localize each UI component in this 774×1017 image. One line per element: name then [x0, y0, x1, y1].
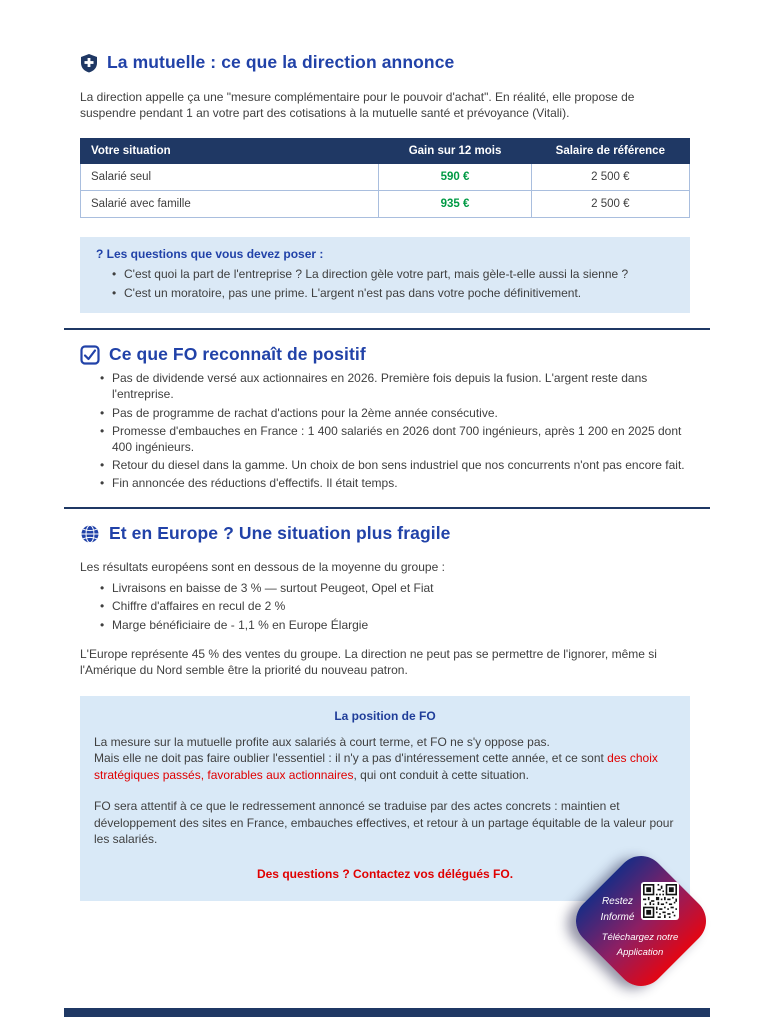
- list-item: • Retour du diesel dans la gamme. Un choix de bon sens industriel que nos concurrents n'ont pas encore fait.: [98, 457, 690, 473]
- table-header-gain: Gain sur 12 mois: [379, 139, 531, 164]
- questions-box: [80, 237, 690, 312]
- checkbox-check-icon: [80, 345, 100, 365]
- mutuelle-table: [80, 138, 690, 218]
- section1-heading: [80, 52, 690, 73]
- list-item: • Promesse d'embauches en France : 1 400 salariés en 2026 dont 700 ingénieurs, après 1 200 en 2025 dont 400 ingénieurs.: [98, 423, 690, 455]
- list-item: • Livraisons en baisse de 3 % — surtout Peugeot, Opel et Fiat: [98, 580, 690, 596]
- cell-situation: Salarié seul: [81, 164, 379, 191]
- footer-bar: [64, 1008, 710, 1017]
- section-divider: [64, 507, 710, 510]
- app-badge: [563, 842, 717, 1000]
- table-header-situation: Votre situation: [81, 139, 379, 164]
- p2-red-highlight: des choix stratégiques passés, favorables aux actionnaires: [94, 751, 658, 782]
- mutuelle-shield-cross-icon: [80, 53, 98, 73]
- badge-content: [563, 842, 717, 1000]
- list-item: • Fin annoncée des réductions d'effectifs. Il était temps.: [98, 475, 690, 491]
- cell-situation: Salarié avec famille: [81, 191, 379, 218]
- position-paragraph-2: [94, 750, 676, 783]
- questions-list: [110, 266, 674, 300]
- list-item: • C'est quoi la part de l'entreprise ? La direction gèle votre part, mais gèle-t-elle aussi la sienne ?: [110, 266, 674, 282]
- list-item: • Pas de programme de rachat d'actions pour la 2ème année consécutive.: [98, 405, 690, 421]
- section1-intro: La direction appelle ça une "mesure complémentaire pour le pouvoir d'achat". En réalité, elle propose de suspendre pendant 1 an votre part des cotisations à la mutuelle santé et prévoyance (Vitali).: [80, 90, 635, 121]
- europe-list: [98, 580, 690, 633]
- section2-title: Ce que FO reconnaît de positif: [109, 344, 366, 365]
- section3-title: Et en Europe ? Une situation plus fragile: [109, 523, 451, 544]
- section3-heading: [80, 523, 690, 544]
- badge-line1: Restez: [601, 896, 634, 908]
- p2-start: Mais elle ne doit pas faire oublier l'essentiel : il n'y a pas d'intéressement cette année, et ce sont: [94, 751, 608, 766]
- cell-salaire: 2 500 €: [531, 191, 689, 218]
- position-box-title: La position de FO: [334, 709, 436, 724]
- badge-line2: Informé: [600, 911, 635, 923]
- list-item: • Chiffre d'affaires en recul de 2 %: [98, 598, 690, 614]
- badge-text-telechargez: [602, 931, 679, 960]
- list-item: • C'est un moratoire, pas une prime. L'argent n'est pas dans votre poche définitivement.: [110, 285, 674, 301]
- section1-title: La mutuelle : ce que la direction annonce: [107, 52, 455, 72]
- table-header-salaire: Salaire de référence: [531, 139, 689, 164]
- globe-icon: [80, 524, 100, 544]
- section3-outro: L'Europe représente 45 % des ventes du groupe. La direction ne peut pas se permettre de l'ignorer, même si l'Amérique du Nord semble être la priorité du nouveau patron.: [80, 646, 657, 677]
- cell-gain: 590 €: [379, 164, 531, 191]
- list-item: • Marge bénéficiaire de - 1,1 % en Europe Élargie: [98, 617, 690, 633]
- badge-line4: Application: [616, 946, 664, 958]
- section-divider: [64, 328, 710, 331]
- p2-end: , qui ont conduit à cette situation.: [353, 767, 529, 782]
- table-row: [81, 164, 690, 191]
- cell-gain: 935 €: [379, 191, 531, 218]
- contact-cta: Des questions ? Contactez vos délégués FO.: [256, 867, 514, 882]
- badge-text-restez-informe: [601, 894, 635, 925]
- table-row: [81, 191, 690, 218]
- qr-code-icon: [641, 882, 679, 920]
- section3-intro: Les résultats européens sont en dessous de la moyenne du groupe :: [80, 560, 445, 575]
- table-header-row: [81, 139, 690, 164]
- position-paragraph-3: FO sera attentif à ce que le redressement annoncé se traduise par des actes concrets : maintien et développement des sites en France, embauches effectives, et retour à un partage équitable de la valeur pour les salariés.: [94, 799, 674, 847]
- section2-heading: [80, 344, 690, 365]
- position-paragraph-1: La mesure sur la mutuelle profite aux salariés à court terme, et FO ne s'y oppose pas.: [94, 734, 550, 749]
- cell-salaire: 2 500 €: [531, 164, 689, 191]
- questions-box-title: ? Les questions que vous devez poser :: [96, 247, 324, 262]
- list-item: • Pas de dividende versé aux actionnaires en 2026. Première fois depuis la fusion. L'argent reste dans l'entreprise.: [98, 370, 690, 402]
- positif-list: [98, 370, 690, 491]
- badge-line3: Téléchargez notre: [601, 932, 679, 944]
